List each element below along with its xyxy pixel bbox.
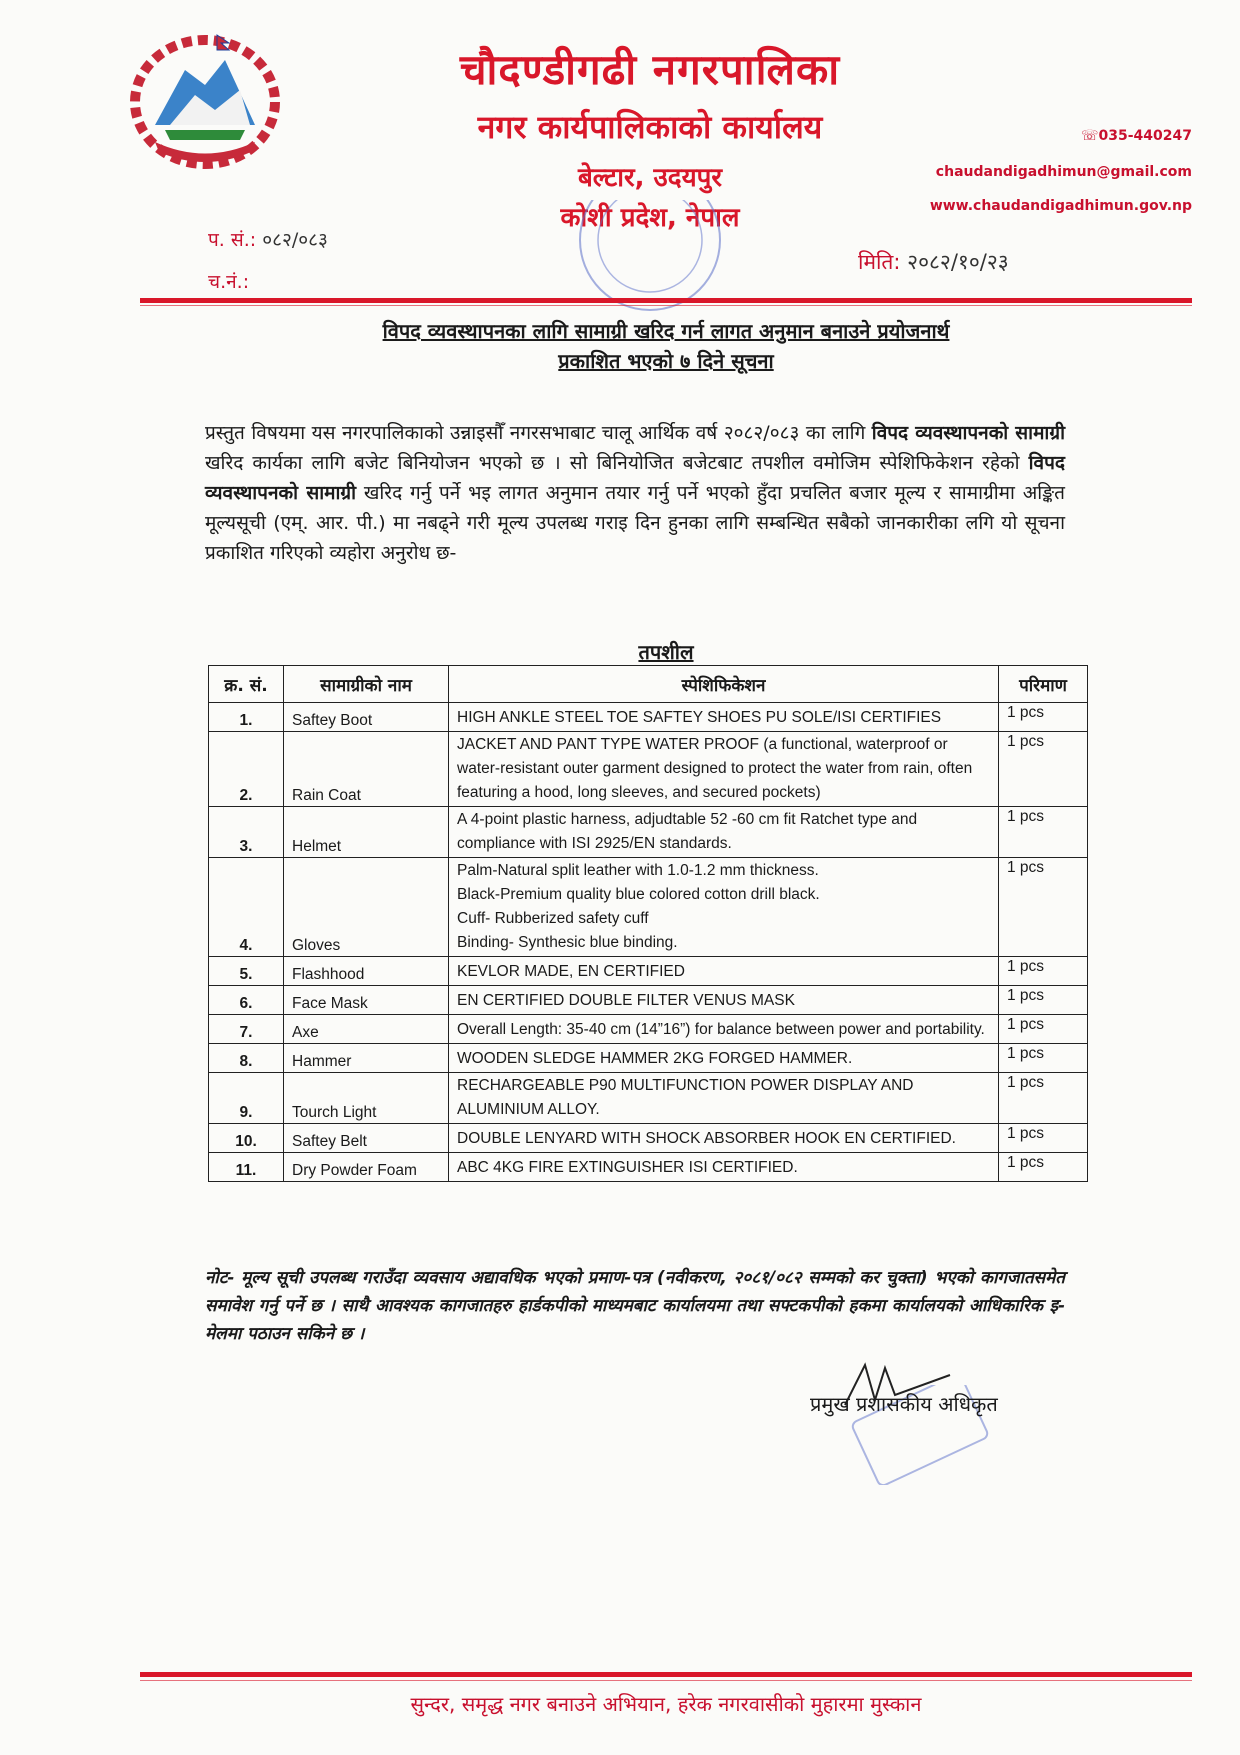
- government-emblem: [125, 30, 285, 175]
- specification-line: JACKET AND PANT TYPE WATER PROOF (a functional, waterproof or water-resistant outer garment designed to protect the water from rain, often featuring a hood, long sleeves, and secured pockets): [457, 736, 973, 801]
- header-divider: [140, 298, 1192, 303]
- dispatch-number-label: च.नं.:: [208, 271, 250, 293]
- item-name-cell: Tourch Light: [284, 1073, 449, 1124]
- item-name-cell: Face Mask: [284, 986, 449, 1015]
- municipality-name: चौदण्डीगढी नगरपालिका: [459, 45, 841, 94]
- table-row: [209, 986, 1088, 1015]
- quantity-cell: 1 pcs: [999, 703, 1088, 732]
- note-paragraph: नोट- मूल्य सूची उपलब्ध गराउँदा व्यवसाय अद्यावधिक भएको प्रमाण-पत्र (नवीकरण, २०८१/०८२ सम्मको कर चुक्ता) भएको कागजातसमेत समावेश गर्नु पर्ने छ । साथै आवश्यक कागजातहरु हार्डकपीको माध्यमबाट कार्यालयमा तथा सफ्टकपीको हकमा कार्यालयको आधिकारिक इ-मेलमा पठाउन सकिने छ ।: [205, 1268, 1065, 1344]
- subject-line-2: प्रकाशित भएको ७ दिने सूचना: [558, 349, 774, 373]
- item-name-cell: Axe: [284, 1015, 449, 1044]
- quantity-cell: 1 pcs: [999, 957, 1088, 986]
- reference-number: प. सं.: ०८२/०८३: [208, 229, 328, 251]
- serial-number-cell: 11.: [209, 1153, 284, 1182]
- table-row: [209, 1153, 1088, 1182]
- table-row: [209, 858, 1088, 957]
- specification-line: HIGH ANKLE STEEL TOE SAFTEY SHOES PU SOLE/ISI CERTIFIES: [457, 709, 942, 726]
- reference-value: ०८२/०८३: [262, 229, 328, 251]
- specification-line: Cuff- Rubberized safety cuff: [457, 910, 649, 927]
- specification-line: A 4-point plastic harness, adjudtable 52 -60 cm fit Ratchet type and compliance with ISI 2925/EN standards.: [457, 811, 918, 852]
- serial-number-cell: 10.: [209, 1124, 284, 1153]
- specification-line: Overall Length: 35-40 cm (14”16”) for balance between power and portability.: [457, 1021, 985, 1038]
- specification-line: RECHARGEABLE P90 MULTIFUNCTION POWER DISPLAY AND ALUMINIUM ALLOY.: [457, 1077, 914, 1118]
- table-header-row: [209, 666, 1088, 703]
- specification-line: EN CERTIFIED DOUBLE FILTER VENUS MASK: [457, 992, 795, 1009]
- quantity-cell: 1 pcs: [999, 807, 1088, 858]
- specification-cell: [449, 1044, 999, 1073]
- date-value: २०८२/१०/२३: [907, 250, 1009, 274]
- specification-line: KEVLOR MADE, EN CERTIFIED: [457, 963, 685, 980]
- header-specification: स्पेशिफिकेशन: [449, 666, 999, 703]
- serial-number-cell: 5.: [209, 957, 284, 986]
- specification-line: Palm-Natural split leather with 1.0-1.2 mm thickness.: [457, 862, 819, 879]
- table-row: [209, 1015, 1088, 1044]
- serial-number-cell: 2.: [209, 732, 284, 807]
- quantity-cell: 1 pcs: [999, 1124, 1088, 1153]
- specification-cell: [449, 1153, 999, 1182]
- specification-cell: [449, 807, 999, 858]
- specification-line: Black-Premium quality blue colored cotton drill black.: [457, 886, 820, 903]
- address-line-2: कोशी प्रदेश, नेपाल: [560, 203, 740, 233]
- office-stamp: [560, 200, 740, 325]
- quantity-cell: 1 pcs: [999, 1015, 1088, 1044]
- signatory-title: प्रमुख प्रशासकीय अधिकृत: [810, 1392, 998, 1416]
- specification-line: ABC 4KG FIRE EXTINGUISHER ISI CERTIFIED.: [457, 1159, 798, 1176]
- serial-number-cell: 1.: [209, 703, 284, 732]
- specification-table: [208, 665, 1088, 1182]
- website-link[interactable]: www.chaudandigadhimun.gov.np: [929, 198, 1192, 214]
- serial-number-cell: 9.: [209, 1073, 284, 1124]
- footer-divider: [140, 1672, 1192, 1677]
- email-link[interactable]: chaudandigadhimun@gmail.com: [935, 164, 1192, 180]
- table-row: [209, 703, 1088, 732]
- specification-cell: [449, 703, 999, 732]
- specification-cell: [449, 1015, 999, 1044]
- office-name: नगर कार्यपालिकाको कार्यालय: [477, 108, 823, 146]
- item-name-cell: Helmet: [284, 807, 449, 858]
- table-caption: तपशील: [638, 640, 694, 664]
- table-row: [209, 807, 1088, 858]
- serial-number-cell: 8.: [209, 1044, 284, 1073]
- footer-divider-thin: [140, 1680, 1192, 1681]
- header-quantity: परिमाण: [999, 666, 1088, 703]
- notice-subject: [140, 316, 1192, 376]
- serial-number-cell: 6.: [209, 986, 284, 1015]
- serial-number-cell: 3.: [209, 807, 284, 858]
- table-row: [209, 1073, 1088, 1124]
- specification-cell: [449, 986, 999, 1015]
- notice-body: प्रस्तुत विषयमा यस नगरपालिकाको उन्नाइसौँ नगरसभाबाट चालू आर्थिक वर्ष २०८२/०८३ का लागि विपद व्यवस्थापनको सामाग्री खरिद कार्यका लागि बजेट बिनियोजन भएको छ । सो बिनियोजित बजेटबाट तपशील वमोजिम स्पेशिफिकेशन रहेको विपद व्यवस्थापनको सामाग्री खरिद गर्नु पर्ने भइ लागत अनुमान तयार गर्नु पर्ने भएको हुँदा प्रचलित बजार मूल्य र सामाग्रीमा अङ्कित मूल्यसूची (एम्. आर. पी.) मा नबढ्ने गरी मूल्य उपलब्ध गराइ दिन हुनका लागि सम्बन्धित सबैको जानकारीका लगि यो सूचना प्रकाशित गरिएको व्यहोरा अनुरोध छ-: [205, 422, 1066, 564]
- footer-slogan: सुन्दर, समृद्ध नगर बनाउने अभियान, हरेक नगरवासीको मुहारमा मुस्कान: [410, 1692, 922, 1716]
- table-row: [209, 1124, 1088, 1153]
- specification-line: DOUBLE LENYARD WITH SHOCK ABSORBER HOOK EN CERTIFIED.: [457, 1130, 956, 1147]
- specification-line: WOODEN SLEDGE HAMMER 2KG FORGED HAMMER.: [457, 1050, 853, 1067]
- specification-cell: [449, 1124, 999, 1153]
- phone-icon: ☏: [1081, 128, 1099, 144]
- item-name-cell: Hammer: [284, 1044, 449, 1073]
- header-item-name: सामाग्रीको नाम: [284, 666, 449, 703]
- serial-number-cell: 7.: [209, 1015, 284, 1044]
- item-name-cell: Saftey Belt: [284, 1124, 449, 1153]
- specification-cell: [449, 732, 999, 807]
- quantity-cell: 1 pcs: [999, 1073, 1088, 1124]
- quantity-cell: 1 pcs: [999, 858, 1088, 957]
- quantity-cell: 1 pcs: [999, 986, 1088, 1015]
- specification-cell: [449, 858, 999, 957]
- table-row: [209, 732, 1088, 807]
- table-row: [209, 1044, 1088, 1073]
- item-name-cell: Gloves: [284, 858, 449, 957]
- quantity-cell: 1 pcs: [999, 732, 1088, 807]
- specification-line: Binding- Synthesic blue binding.: [457, 934, 678, 951]
- item-name-cell: Dry Powder Foam: [284, 1153, 449, 1182]
- document-date: मिति: २०८२/१०/२३: [858, 250, 1009, 274]
- quantity-cell: 1 pcs: [999, 1044, 1088, 1073]
- phone-number: ☏035-440247: [1081, 128, 1192, 144]
- item-name-cell: Flashhood: [284, 957, 449, 986]
- quantity-cell: 1 pcs: [999, 1153, 1088, 1182]
- header-divider-thin: [140, 305, 1192, 306]
- specification-cell: [449, 957, 999, 986]
- table-row: [209, 957, 1088, 986]
- item-name-cell: Rain Coat: [284, 732, 449, 807]
- serial-number-cell: 4.: [209, 858, 284, 957]
- header-serial: क्र. सं.: [209, 666, 284, 703]
- specification-cell: [449, 1073, 999, 1124]
- address-line-1: बेल्टार, उदयपुर: [577, 163, 723, 193]
- subject-line-1: विपद व्यवस्थापनका लागि सामाग्री खरिद गर्न लागत अनुमान बनाउने प्रयोजनार्थ: [382, 319, 950, 343]
- item-name-cell: Saftey Boot: [284, 703, 449, 732]
